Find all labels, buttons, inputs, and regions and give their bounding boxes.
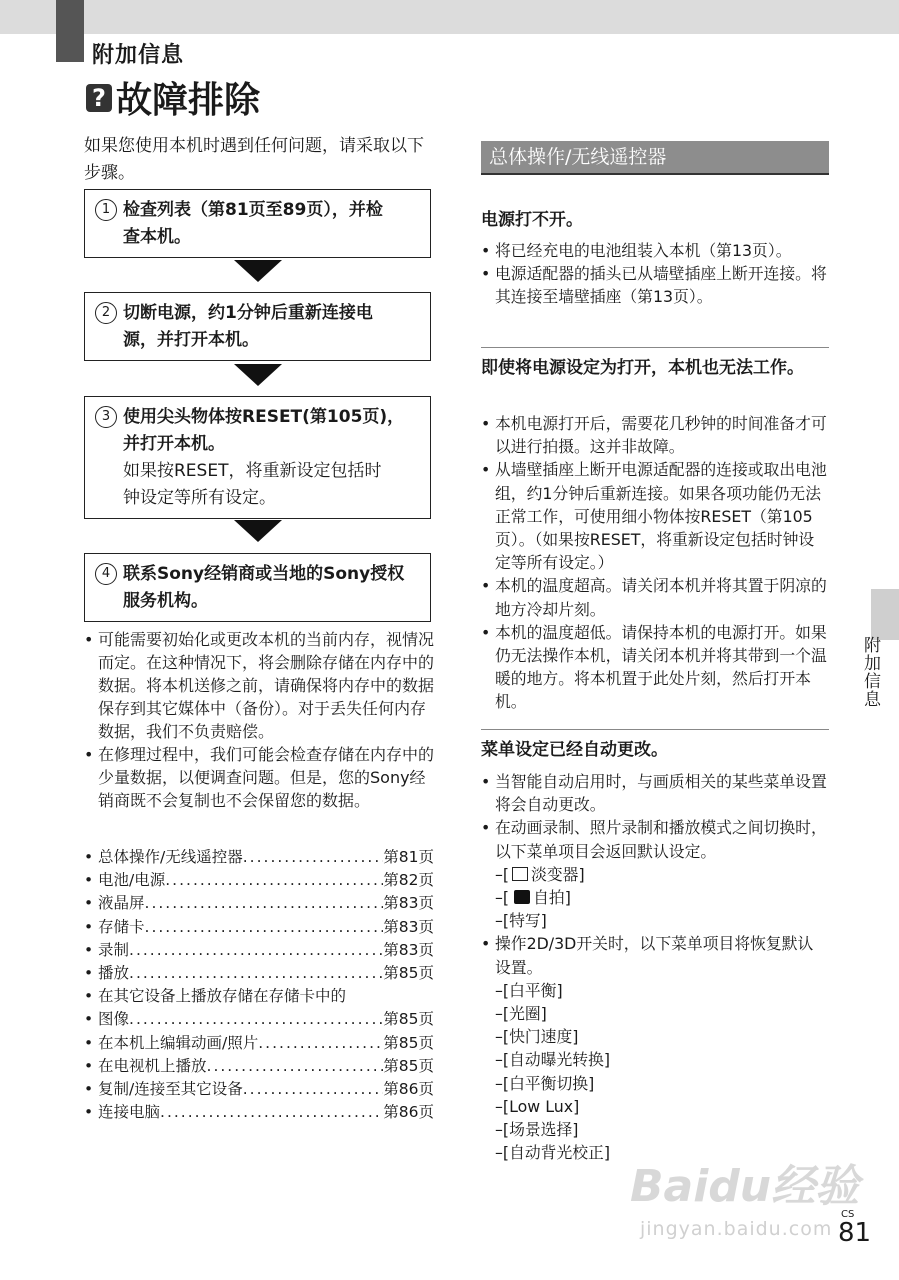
toc-title: • 液晶屏 (98, 894, 145, 913)
camera-icon (514, 890, 530, 904)
toc-item (84, 916, 434, 939)
notes-list (84, 628, 434, 812)
answer-item: • 操作2D/3D开关时，以下菜单项目将恢复默认设置。 (481, 932, 827, 978)
page-title (86, 72, 260, 123)
down-arrow-icon (234, 260, 282, 282)
step-number: 4 (95, 563, 117, 585)
step-4 (84, 553, 431, 622)
toc-item (84, 939, 434, 962)
watermark-logo: Baidu经验 (630, 1161, 860, 1212)
toc-list (84, 846, 434, 1124)
right-section-heading: 总体操作/无线遥控器 (481, 141, 829, 173)
menu-item-label: 自动背光校正 (509, 1143, 604, 1163)
toc-title: • 存储卡 (98, 917, 145, 936)
menu-item-label: 淡变器 (531, 864, 579, 884)
language-code: CS (841, 1209, 855, 1220)
step-text: 服务机构。 (123, 591, 208, 611)
menu-item-label: 白平衡 (509, 980, 557, 1000)
step-note: 钟设定等所有设定。 (123, 488, 276, 508)
side-tab-label: 附加信息 (860, 636, 880, 708)
menu-item: –[ 淡变器] (495, 864, 585, 884)
divider (481, 347, 829, 348)
side-tab (871, 589, 899, 640)
step-1 (84, 189, 431, 258)
toc-page: 第85页 (383, 1033, 434, 1052)
toc-item (84, 869, 434, 892)
toc-item (84, 962, 434, 985)
answer-item: • 在动画录制、照片录制和播放模式之间切换时，以下菜单项目会返回默认设定。 (481, 816, 827, 862)
step-2 (84, 292, 431, 361)
header-marker (56, 0, 84, 62)
menu-item: –[白平衡] (495, 980, 563, 1000)
step-text: 切断电源，约1分钟后重新连接电 (123, 303, 373, 323)
toc-item (84, 892, 434, 915)
menu-item-label: 场景选择 (509, 1120, 573, 1140)
step-text: 使用尖头物体按RESET(第105页)， (123, 407, 405, 427)
step-text: 查本机。 (123, 227, 191, 247)
toc-title: • 连接电脑 (98, 1103, 161, 1122)
toc-page: 第82页 (383, 871, 434, 890)
header-bar (0, 0, 899, 34)
answer-item: • 从墙壁插座上断开电源适配器的连接或取出电池组，约1分钟后重新连接。如果各项功能仍无法正常工作，可使用细小物体按RESET（第105页）。（如果按RESET，将重新设定包括时钟设定等所有设定。） (481, 458, 827, 574)
toc-page: 第86页 (383, 1080, 434, 1099)
answer-item: • 本机的温度超高。请关闭本机并将其置于阴凉的地方冷却片刻。 (481, 574, 827, 620)
intro-text: 如果您使用本机时遇到任何问题，请采取以下步骤。 (84, 136, 424, 183)
step-number: 3 (95, 406, 117, 428)
answer-item: • 当智能自动启用时，与画质相关的某些菜单设置将会自动更改。 (481, 770, 827, 816)
answer-list (481, 412, 827, 714)
question-icon: ? (86, 84, 112, 112)
watermark-url: jingyan.baidu.com (640, 1218, 833, 1240)
menu-item-label: 自拍 (533, 888, 565, 908)
answer-item: • 将已经充电的电池组装入本机（第13页）。 (481, 239, 827, 262)
toc-title: • 播放 (98, 964, 130, 983)
toc-item (84, 1055, 434, 1078)
toc-page: 第85页 (383, 964, 434, 983)
divider (481, 729, 829, 730)
toc-item (84, 1078, 434, 1101)
menu-item: –[Low Lux] (495, 1096, 580, 1116)
toc-item (84, 1032, 434, 1055)
toc-title: • 图像 (98, 1010, 130, 1029)
toc-page: 第85页 (383, 1056, 434, 1075)
menu-item: –[光圈] (495, 1004, 547, 1024)
toc-title: • 在电视机上播放 (98, 1056, 207, 1075)
fader-icon (512, 867, 528, 881)
toc-title: • 在其它设备上播放存储在存储卡中的 (98, 987, 347, 1006)
menu-item-label: 快门速度 (509, 1027, 573, 1047)
toc-title: • 在本机上编辑动画/照片 (98, 1033, 259, 1052)
section-label: 附加信息 (92, 43, 185, 68)
step-number: 2 (95, 302, 117, 324)
menu-item-label: Low Lux (509, 1096, 574, 1116)
toc-title: • 复制/连接至其它设备 (98, 1080, 243, 1099)
note-item: • 在修理过程中，我们可能会检查存储在内存中的少量数据，以便调查问题。但是，您的Sony经销商既不会复制也不会保留您的数据。 (84, 743, 434, 812)
toc-item-cont (84, 1008, 434, 1031)
toc-page: 第86页 (383, 1103, 434, 1122)
step-note: 如果按RESET，将重新设定包括时 (123, 461, 382, 481)
answer-item: • 本机电源打开后，需要花几秒钟的时间准备才可以进行拍摄。这并非故障。 (481, 412, 827, 458)
toc-title: • 总体操作/无线遥控器 (98, 848, 243, 866)
toc-item (84, 846, 434, 869)
down-arrow-icon (234, 364, 282, 386)
menu-item-label: 自动曝光转换 (509, 1050, 604, 1070)
answer-list (481, 770, 827, 1164)
toc-title: • 录制 (98, 940, 130, 959)
step-text: 并打开本机。 (123, 434, 225, 454)
menu-item: –[特写] (495, 911, 547, 931)
note-item: • 可能需要初始化或更改本机的当前内存，视情况而定。在这种情况下，将会删除存储在内存中的数据。将本机送修之前，请确保将内存中的数据保存到其它媒体中（备份）。对于丢失任何内存数据，我们不负责赔偿。 (84, 628, 434, 743)
menu-item: –[快门速度] (495, 1027, 579, 1047)
step-text: 检查列表（第81页至89页），并检 (123, 200, 383, 220)
question-heading: 电源打不开。 (481, 210, 583, 230)
question-heading: 即使将电源设定为打开，本机也无法工作。 (481, 358, 804, 378)
toc-page: 第83页 (383, 940, 434, 959)
toc-title: • 电池/电源 (98, 871, 166, 890)
toc-page: 第83页 (383, 894, 434, 913)
question-heading: 菜单设定已经自动更改。 (481, 740, 668, 760)
down-arrow-icon (234, 520, 282, 542)
menu-item-label: 白平衡切换 (509, 1073, 589, 1093)
step-text: 联系Sony经销商或当地的Sony授权 (123, 564, 405, 584)
page-title-text: 故障排除 (116, 80, 261, 121)
step-text: 源，并打开本机。 (123, 330, 259, 350)
answer-item: • 电源适配器的插头已从墙壁插座上断开连接。将其连接至墙壁插座（第13页）。 (481, 262, 827, 308)
step-3 (84, 396, 431, 519)
toc-page: 第81页 (383, 848, 434, 866)
page-number: 81 (838, 1218, 872, 1248)
menu-item: –[自动背光校正] (495, 1143, 611, 1163)
menu-item: –[白平衡切换] (495, 1073, 595, 1093)
menu-item-label: 光圈 (509, 1004, 541, 1024)
menu-item: –[ 自拍] (495, 888, 571, 908)
toc-item (84, 1101, 434, 1124)
heading-rule (481, 173, 829, 175)
answer-list (481, 239, 827, 309)
toc-page: 第85页 (383, 1010, 434, 1029)
toc-item (84, 985, 434, 1008)
step-number: 1 (95, 199, 117, 221)
answer-item: • 本机的温度超低。请保持本机的电源打开。如果仍无法操作本机，请关闭本机并将其带到一个温暖的地方。将本机置于此处片刻，然后打开本机。 (481, 621, 827, 714)
menu-item: –[自动曝光转换] (495, 1050, 611, 1070)
menu-item-label: 特写 (509, 911, 541, 931)
toc-page: 第83页 (383, 917, 434, 936)
menu-item: –[场景选择] (495, 1120, 579, 1140)
